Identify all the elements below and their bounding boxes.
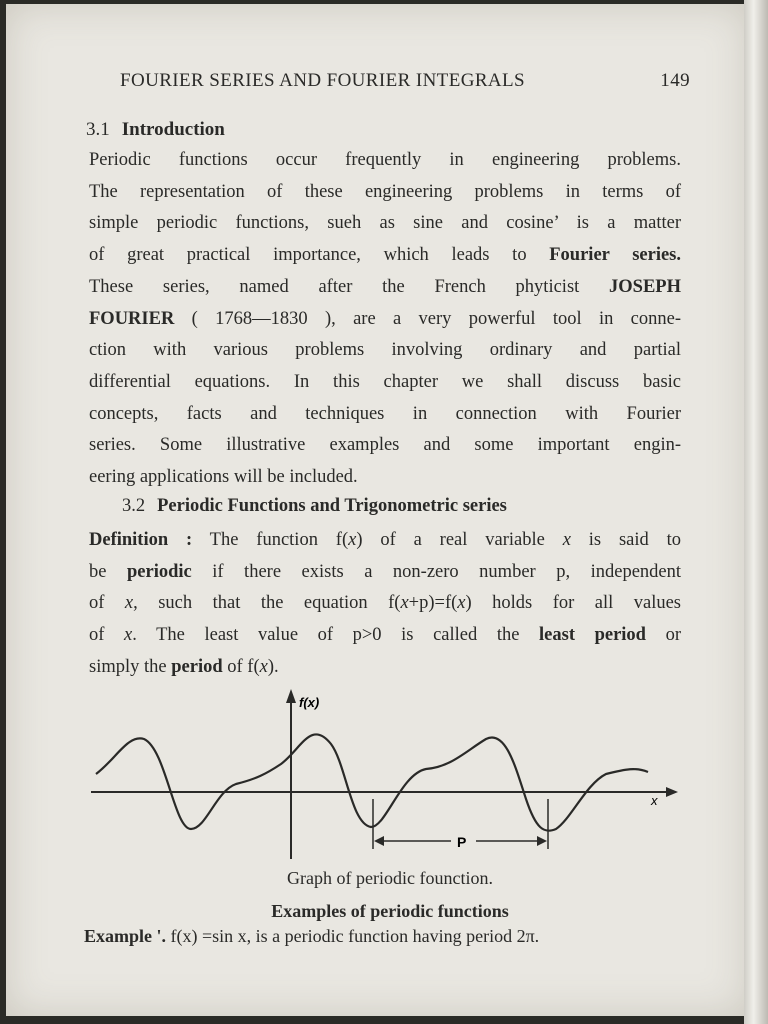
- y-axis-arrow: [286, 689, 296, 703]
- text-run: eering applications will be included.: [89, 467, 358, 488]
- text-run: differential equations. In this chapter we shall discuss basic: [89, 371, 681, 392]
- text-run: concepts, facts and techniques in connection with Fourier: [89, 403, 681, 424]
- text-run: ) of a real variable: [356, 530, 563, 550]
- y-axis-label: f(x): [299, 695, 320, 710]
- definition-paragraph: [89, 525, 681, 684]
- text-run: ( 1768—1830 ), are a very powerful tool in conne-: [174, 308, 681, 329]
- subsection-number: 3.2: [122, 496, 146, 516]
- x-axis-label: x: [651, 793, 658, 808]
- subsection-heading: [122, 496, 507, 517]
- text-run: JOSEPH: [609, 276, 681, 297]
- text-run: Fourier series.: [549, 245, 682, 266]
- text-run: The representation of these engineering problems in terms of: [89, 181, 681, 202]
- text-line: [89, 272, 681, 304]
- text-run: . The least value of p>0 is called the: [132, 625, 540, 646]
- examples-heading: Examples of periodic functions: [271, 901, 509, 921]
- text-run: simple periodic functions, sueh as sine and cosine’ is a matter: [89, 213, 681, 234]
- example-label: Example '.: [84, 926, 167, 946]
- periodic-curve: [96, 734, 648, 830]
- period-arrowhead-left: [374, 836, 384, 846]
- text-run: periodic: [126, 561, 192, 582]
- text-run: x: [348, 530, 357, 550]
- text-run: or: [645, 625, 681, 646]
- text-line: [89, 367, 681, 399]
- text-run: Periodic functions occur frequently in engineering problems.: [89, 150, 681, 170]
- text-line: [89, 399, 681, 431]
- text-run: x: [259, 656, 268, 677]
- text-run: x: [124, 625, 133, 646]
- chapter-title: FOURIER SERIES AND FOURIER INTEGRALS: [120, 70, 525, 91]
- text-run: , such that the equation f(: [133, 593, 401, 614]
- text-line: [89, 145, 681, 177]
- text-run: simply the: [89, 656, 172, 677]
- figure-caption: Graph of periodic founction.: [287, 868, 493, 888]
- page-edge: [744, 0, 768, 1024]
- x-axis-arrow: [666, 787, 678, 797]
- subsection-title: Periodic Functions and Trigonometric series: [157, 496, 507, 516]
- text-line: [89, 588, 681, 620]
- period-label: P: [457, 834, 467, 850]
- text-run: x: [400, 593, 409, 614]
- text-line: [89, 240, 681, 272]
- text-run: FOURIER: [89, 308, 175, 329]
- text-run: These series, named after the French phyticist: [89, 276, 610, 297]
- section-number: 3.1: [86, 119, 110, 140]
- text-line: [89, 620, 681, 652]
- text-run: x: [457, 593, 466, 614]
- text-run: least period: [539, 625, 646, 646]
- text-run: x: [124, 593, 134, 614]
- text-line: [89, 335, 681, 367]
- example-text: f(x) =sin x, is a periodic function having period 2π.: [166, 926, 540, 946]
- text-run: period: [171, 656, 223, 677]
- text-run: of great practical importance, which leads to: [89, 245, 550, 266]
- text-run: series. Some illustrative examples and some important engin-: [89, 435, 681, 456]
- text-run: ) holds for all values: [465, 593, 682, 614]
- text-run: ction with various problems involving ordinary and partial: [89, 340, 681, 361]
- section-heading: [86, 119, 225, 141]
- book-page: [6, 4, 748, 1016]
- text-run: of f(: [222, 656, 260, 677]
- text-run: +p)=f(: [408, 593, 458, 614]
- text-run: is said to: [570, 530, 681, 550]
- text-line: [89, 177, 681, 209]
- text-run: The function f(: [192, 530, 349, 550]
- text-run: be: [89, 561, 127, 582]
- text-line: [89, 525, 681, 557]
- period-arrowhead-right: [537, 836, 547, 846]
- section-title: Introduction: [121, 119, 225, 140]
- example-line: [84, 926, 539, 947]
- text-line: [89, 430, 681, 462]
- text-line: [89, 208, 681, 240]
- text-run: ).: [267, 656, 279, 677]
- text-run: Definition :: [89, 530, 193, 550]
- page-number: 149: [660, 70, 690, 91]
- text-line: [89, 557, 681, 589]
- periodic-function-graph: [66, 679, 686, 879]
- text-line: [89, 462, 681, 494]
- introduction-paragraph: [89, 145, 681, 494]
- text-run: of: [89, 625, 125, 646]
- text-line: [89, 304, 681, 336]
- text-run: x: [562, 530, 571, 550]
- text-run: of: [89, 593, 125, 614]
- text-run: if there exists a non-zero number p, independent: [191, 561, 681, 582]
